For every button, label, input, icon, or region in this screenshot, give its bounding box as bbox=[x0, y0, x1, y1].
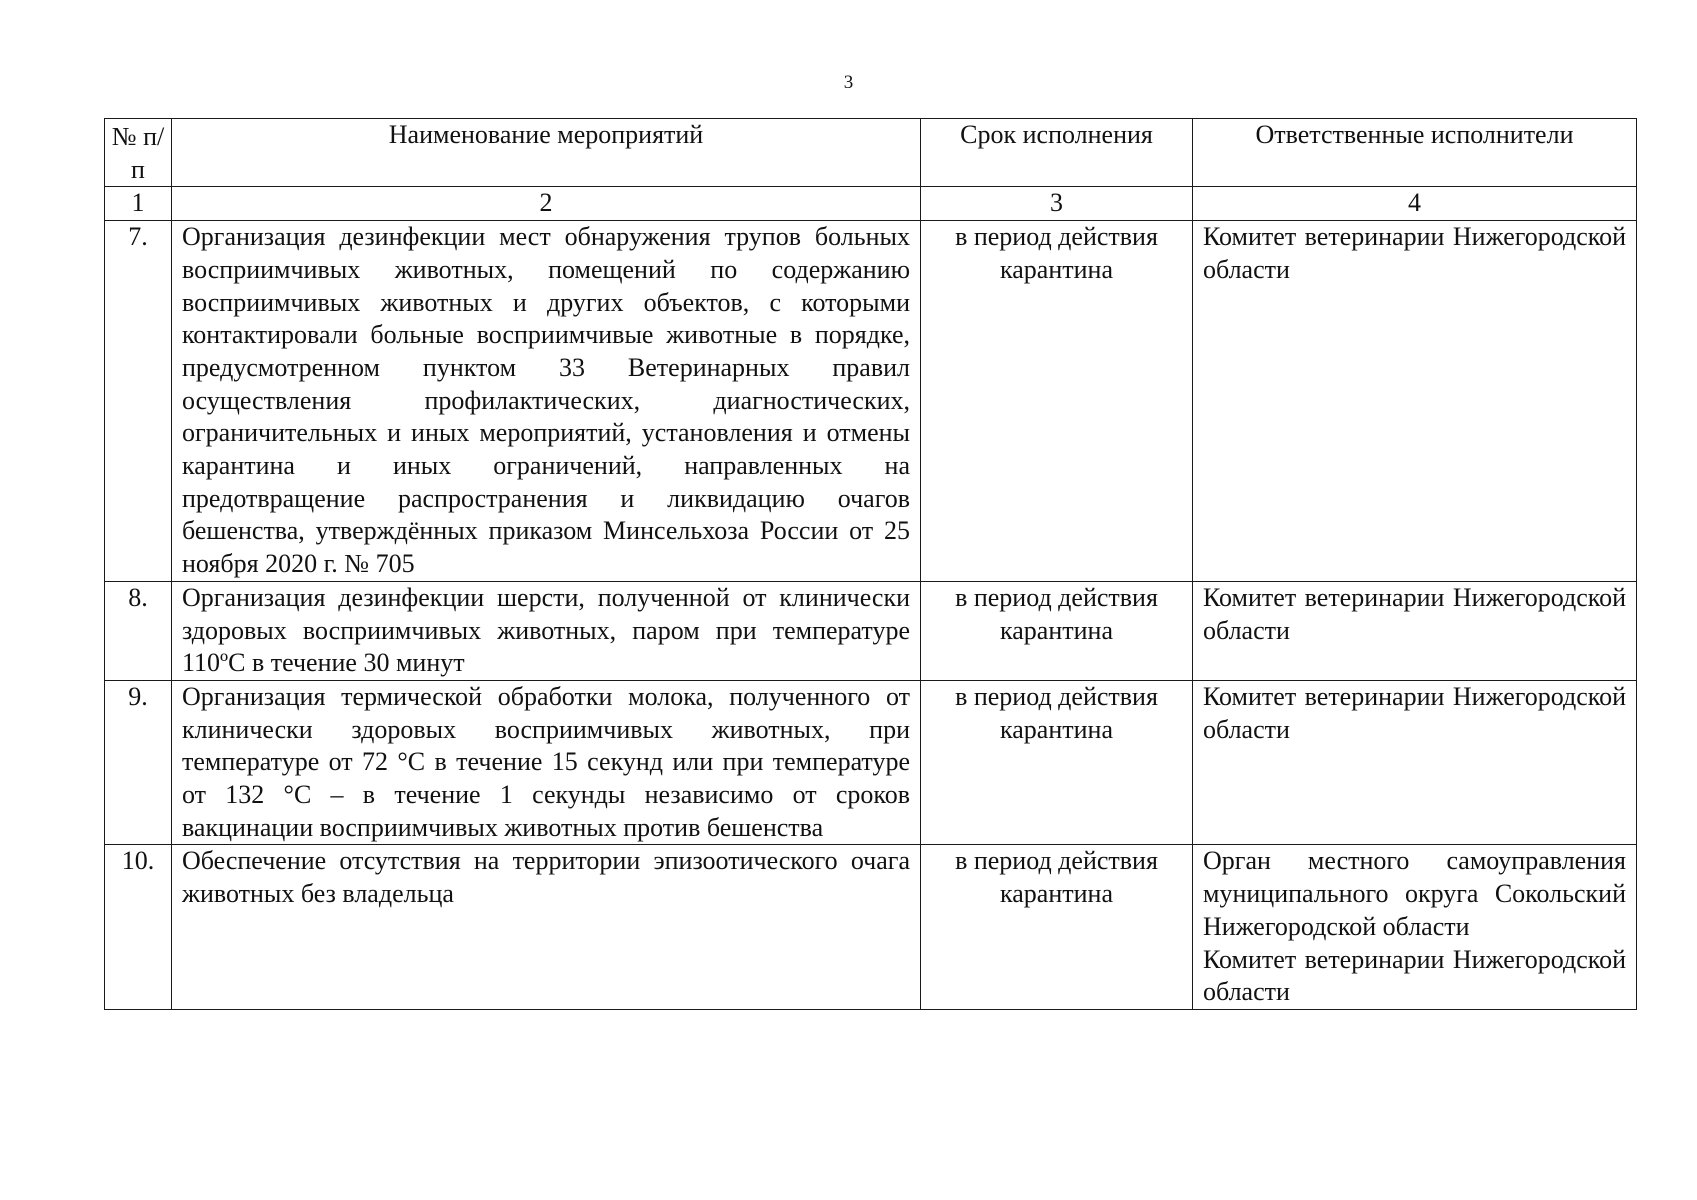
row-number: 8. bbox=[105, 581, 172, 680]
responsible-executors bbox=[1193, 581, 1637, 680]
header-deadline: Срок исполнения bbox=[921, 119, 1193, 187]
deadline: в период действия карантина bbox=[921, 581, 1193, 680]
deadline: в период действия карантина bbox=[921, 845, 1193, 1010]
table-row bbox=[105, 221, 1637, 582]
measures-table bbox=[104, 118, 1637, 1010]
row-number: 10. bbox=[105, 845, 172, 1010]
column-index-row bbox=[105, 187, 1637, 221]
column-index: 1 bbox=[105, 187, 172, 221]
measure-description: Организация дезинфекции шерсти, полученной от клинически здоровых восприимчивых животных, паром при температуре 110ºС в течение 30 минут bbox=[172, 581, 921, 680]
column-index: 4 bbox=[1193, 187, 1637, 221]
measure-description: Организация термической обработки молока, полученного от клинически здоровых восприимчивых животных, при температуре от 72 °С в течение 15 секунд или при температуре от 132 °С – в течение 1 секунды независимо от сроков вакцинации восприимчивых животных против бешенства bbox=[172, 680, 921, 845]
responsible-executors bbox=[1193, 221, 1637, 582]
header-number: № п/п bbox=[105, 119, 172, 187]
measure-description: Организация дезинфекции мест обнаружения трупов больных восприимчивых животных, помещений по содержанию восприимчивых животных и других объектов, с которыми контактировали больные восприимчивые животные в порядке, предусмотренном пунктом 33 Ветеринарных правил осуществления профилактических, диагностических, ограничительных и иных мероприятий, установления и отмены карантина и иных ограничений, направленных на предотвращение распространения и ликвидацию очагов бешенства, утверждённых приказом Минсельхоза России от 25 ноября 2020 г. № 705 bbox=[172, 221, 921, 582]
page-number: 3 bbox=[843, 72, 854, 93]
column-index: 3 bbox=[921, 187, 1193, 221]
table-row bbox=[105, 845, 1637, 1010]
responsible-entry: Комитет ветеринарии Нижегородской области bbox=[1203, 681, 1626, 744]
responsible-entry: Орган местного самоуправления муниципального округа Сокольский Нижегородской области bbox=[1203, 846, 1626, 941]
row-number: 7. bbox=[105, 221, 172, 582]
responsible-entry: Комитет ветеринарии Нижегородской области bbox=[1203, 582, 1626, 645]
responsible-entry: Комитет ветеринарии Нижегородской области bbox=[1203, 222, 1626, 284]
deadline: в период действия карантина bbox=[921, 680, 1193, 845]
header-measure-name: Наименование мероприятий bbox=[172, 119, 921, 187]
header-responsible: Ответственные исполнители bbox=[1193, 119, 1637, 187]
row-number: 9. bbox=[105, 680, 172, 845]
table-row bbox=[105, 680, 1637, 845]
responsible-entry: Комитет ветеринарии Нижегородской области bbox=[1203, 944, 1626, 1007]
table-row bbox=[105, 581, 1637, 680]
measure-description: Обеспечение отсутствия на территории эпизоотического очага животных без владельца bbox=[172, 845, 921, 1010]
responsible-executors bbox=[1193, 845, 1637, 1010]
deadline: в период действия карантина bbox=[921, 221, 1193, 582]
table-header-row bbox=[105, 119, 1637, 187]
responsible-executors bbox=[1193, 680, 1637, 845]
column-index: 2 bbox=[172, 187, 921, 221]
